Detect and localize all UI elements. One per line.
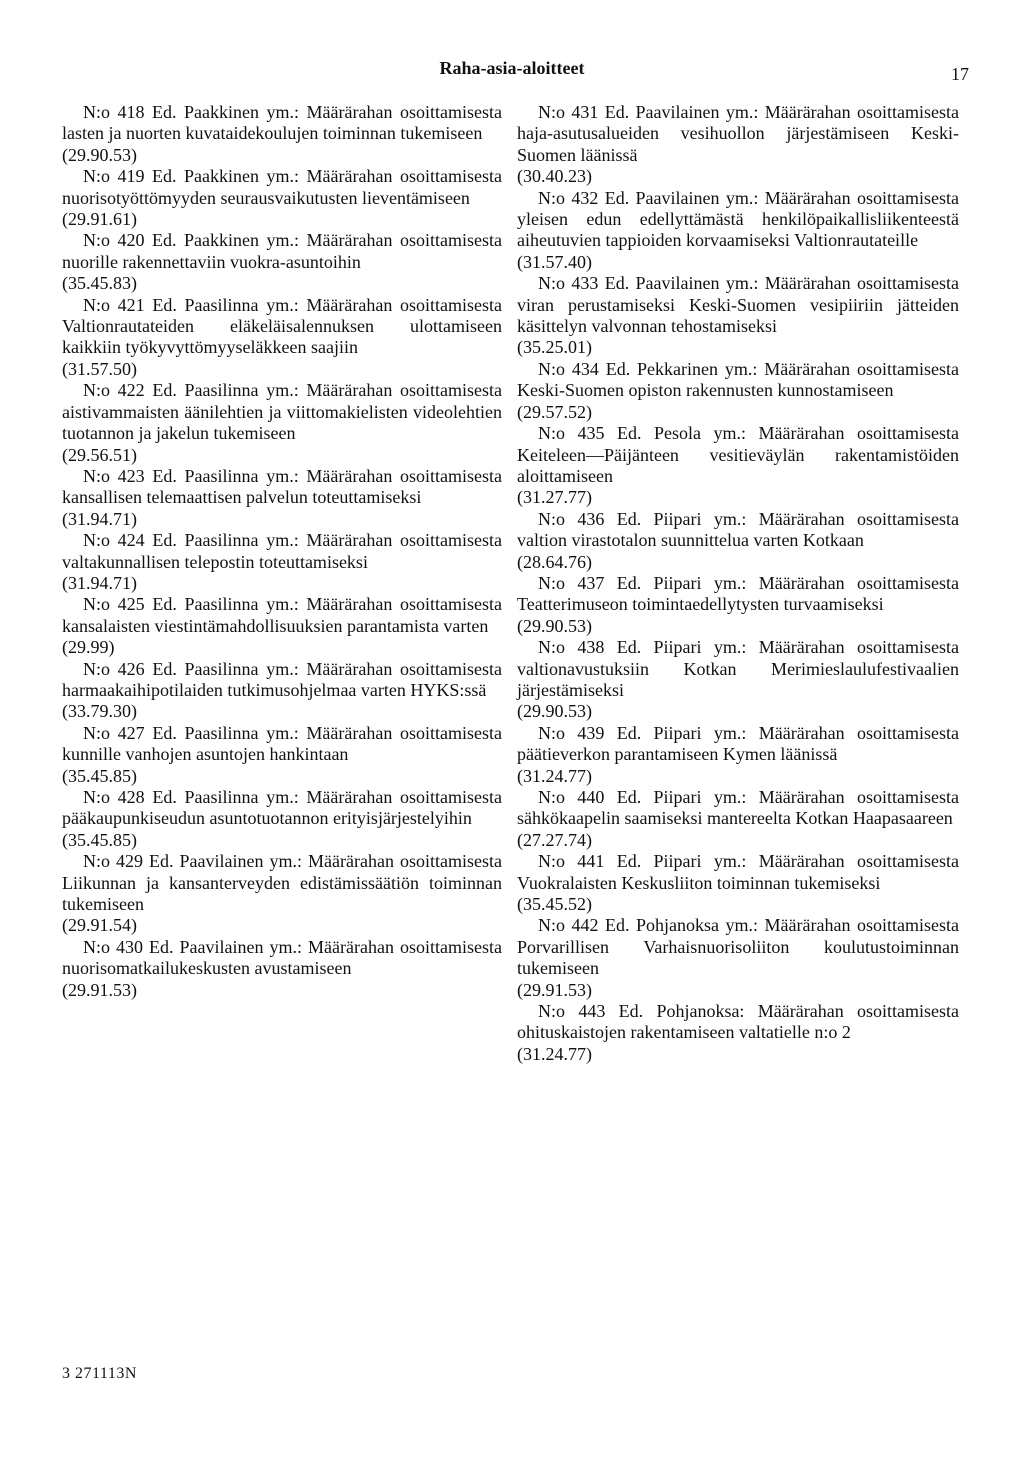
entry: [62, 937, 502, 1001]
entry-code: (35.45.52): [517, 894, 592, 915]
entry-text: N:o 418 Ed. Paakkinen ym.: Määrärahan osoittamisesta lasten ja nuorten kuvataidekoulujen toiminnan tukemiseen: [62, 102, 502, 144]
entry-code: (29.90.53): [62, 144, 137, 165]
entry-code: (35.45.83): [62, 273, 137, 294]
entry-code: (31.27.77): [517, 487, 592, 508]
entry-code: (29.91.61): [62, 209, 137, 230]
entry-text: N:o 431 Ed. Paavilainen ym.: Määrärahan osoittamisesta haja-asutusalueiden vesihuollon järjestämiseen Keski-Suomen läänissä: [517, 102, 959, 165]
entry-text: N:o 442 Ed. Pohjanoksa ym.: Määrärahan osoittamisesta Porvarillisen Varhaisnuorisoliiton koulutustoiminnan tukemiseen: [517, 915, 959, 979]
entry-text: N:o 426 Ed. Paasilinna ym.: Määrärahan osoittamisesta harmaakaihipotilaiden tutkimusohjelmaa varten HYKS:ssä: [62, 658, 502, 700]
entry-text: N:o 430 Ed. Paavilainen ym.: Määrärahan osoittamisesta nuorisomatkailukeskusten avustamiseen: [62, 936, 502, 979]
entry-text: N:o 423 Ed. Paasilinna ym.: Määrärahan osoittamisesta kansallisen telemaattisen palvelun toteuttamiseksi: [62, 465, 502, 508]
entry: [62, 659, 502, 723]
entry-code: (31.24.77): [517, 765, 592, 786]
entry: [517, 188, 959, 274]
entry: [517, 851, 959, 915]
entry-code: (31.57.40): [517, 251, 592, 272]
entry-text: N:o 441 Ed. Piipari ym.: Määrärahan osoittamisesta Vuokralaisten Keskusliiton toiminnan tukemiseksi: [517, 851, 959, 893]
entry: [62, 530, 502, 594]
entry-code: (31.24.77): [517, 1043, 592, 1064]
entry: [62, 102, 502, 166]
entry-text: N:o 420 Ed. Paakkinen ym.: Määrärahan osoittamisesta nuorille rakennettaviin vuokra-asuntoihin: [62, 230, 502, 272]
running-title: Raha-asia-aloitteet: [439, 58, 585, 78]
entry: [62, 466, 502, 530]
entry: [62, 594, 502, 658]
entry-code: (28.64.76): [517, 551, 592, 572]
entry-text: N:o 422 Ed. Paasilinna ym.: Määrärahan osoittamisesta aistivammaisten äänilehtien ja viittomakielisten videolehtien tuotannon ja jakelun tukemiseen: [62, 380, 502, 444]
page-number: 17: [951, 64, 969, 84]
entry-code: (35.25.01): [517, 337, 592, 358]
entry-text: N:o 435 Ed. Pesola ym.: Määrärahan osoittamisesta Keiteleen—Päijänteen vesitieväylän rakentamistöiden aloittamiseen: [517, 423, 959, 486]
entry: [517, 1001, 959, 1065]
entry-text: N:o 428 Ed. Paasilinna ym.: Määrärahan osoittamisesta pääkaupunkiseudun asuntotuotannon erityisjärjestelyihin: [62, 787, 502, 829]
entry-text: N:o 427 Ed. Paasilinna ym.: Määrärahan osoittamisesta kunnille vanhojen asuntojen hankintaan: [62, 722, 502, 765]
entry-text: N:o 433 Ed. Paavilainen ym.: Määrärahan osoittamisesta viran perustamiseksi Keski-Suomen vesipiiriin jätteiden käsittelyn valvonnan tehostamiseksi: [517, 273, 959, 337]
entry: [517, 723, 959, 787]
entry: [517, 102, 959, 188]
entry: [517, 509, 959, 573]
entry: [517, 423, 959, 509]
entry-text: N:o 436 Ed. Piipari ym.: Määrärahan osoittamisesta valtion virastotalon suunnittelua varten Kotkaan: [517, 508, 959, 551]
entry-text: N:o 434 Ed. Pekkarinen ym.: Määrärahan osoittamisesta Keski-Suomen opiston rakennusten kunnostamiseen: [517, 358, 959, 401]
entry-code: (29.56.51): [62, 444, 137, 465]
entry-text: N:o 443 Ed. Pohjanoksa: Määrärahan osoittamisesta ohituskaistojen rakentamiseen valtatielle n:o 2: [517, 1001, 959, 1043]
entry-code: (31.57.50): [62, 358, 137, 379]
entry: [62, 166, 502, 230]
entry-code: (29.91.53): [62, 979, 137, 1000]
entry-code: (29.90.53): [517, 701, 592, 722]
entry-text: N:o 421 Ed. Paasilinna ym.: Määrärahan osoittamisesta Valtionrautateiden eläkeläisalennuksen ulottamiseen kaikkiin työkyvyttömyyseläkkeen saajiin: [62, 294, 502, 358]
entry-text: N:o 438 Ed. Piipari ym.: Määrärahan osoittamisesta valtionavustuksiin Kotkan Merimieslaulufestivaalien järjestämiseksi: [517, 637, 959, 700]
entry-text: N:o 425 Ed. Paasilinna ym.: Määrärahan osoittamisesta kansalaisten viestintämahdollisuuksien parantamista varten: [62, 594, 502, 636]
left-column: [62, 102, 502, 1001]
entry-text: N:o 439 Ed. Piipari ym.: Määrärahan osoittamisesta päätieverkon parantamiseen Kymen läänissä: [517, 722, 959, 765]
entry-code: (29.57.52): [517, 401, 592, 422]
entry: [62, 787, 502, 851]
entry: [62, 851, 502, 937]
entry-code: (35.45.85): [62, 829, 137, 850]
entry: [517, 787, 959, 851]
entry-code: (31.94.71): [62, 508, 137, 529]
entry-code: (29.90.53): [517, 615, 592, 636]
entry: [517, 573, 959, 637]
entry-code: (33.79.30): [62, 701, 137, 722]
entry-text: N:o 424 Ed. Paasilinna ym.: Määrärahan osoittamisesta valtakunnallisen telepostin toteuttamiseksi: [62, 530, 502, 572]
entry-code: (35.45.85): [62, 765, 137, 786]
entry: [62, 295, 502, 381]
entry-code: (30.40.23): [517, 166, 592, 187]
entry: [62, 723, 502, 787]
entry-code: (27.27.74): [517, 829, 592, 850]
entry-text: N:o 437 Ed. Piipari ym.: Määrärahan osoittamisesta Teatterimuseon toimintaedellytysten turvaamiseksi: [517, 572, 959, 615]
entry: [62, 230, 502, 294]
entry: [517, 637, 959, 723]
entry-text: N:o 419 Ed. Paakkinen ym.: Määrärahan osoittamisesta nuorisotyöttömyyden seurausvaikutusten lieventämiseen: [62, 166, 502, 208]
entry-code: (31.94.71): [62, 572, 137, 593]
right-column: [517, 102, 959, 1065]
entry-text: N:o 432 Ed. Paavilainen ym.: Määrärahan osoittamisesta yleisen edun edellyttämästä henkilöpaikallisliikenteestä aiheutuvien tappioiden korvaamiseksi Valtionrautateille: [517, 187, 959, 251]
entry: [62, 380, 502, 466]
entry: [517, 359, 959, 423]
entry: [517, 915, 959, 1001]
entry-text: N:o 440 Ed. Piipari ym.: Määrärahan osoittamisesta sähkökaapelin saamiseksi mantereelta Kotkan Haapasaareen: [517, 787, 959, 829]
entry: [517, 273, 959, 359]
entry-text: N:o 429 Ed. Paavilainen ym.: Määrärahan osoittamisesta Liikunnan ja kansanterveyden edistämissäätiön toiminnan tukemiseen: [62, 851, 502, 915]
entry-code: (29.91.53): [517, 979, 592, 1000]
entry-code: (29.91.54): [62, 915, 137, 936]
print-code: 3 271113N: [62, 1365, 137, 1382]
entry-code: (29.99): [62, 637, 115, 658]
